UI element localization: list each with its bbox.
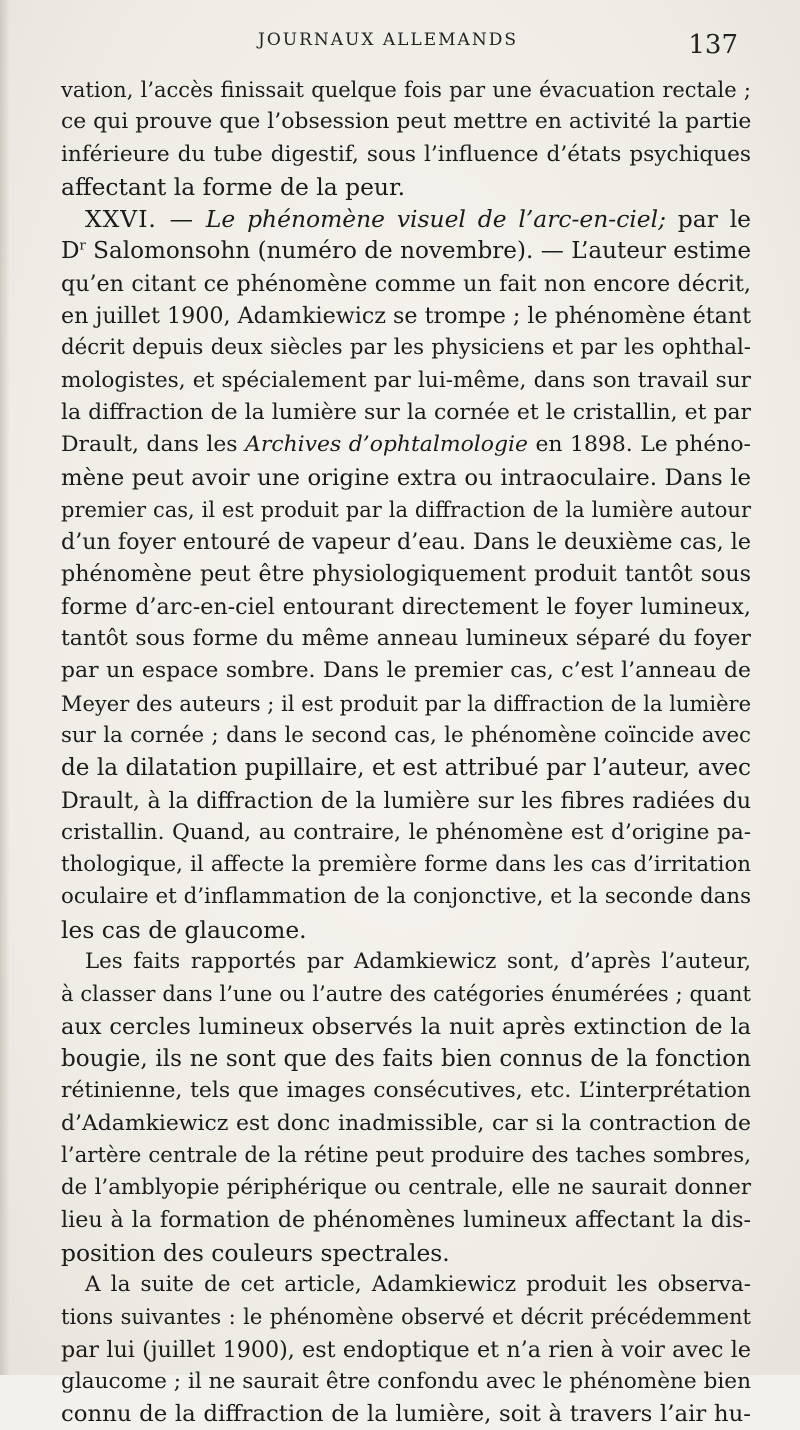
text-line: rétinienne, tels que images consécutives, etc. L’interprétation bbox=[61, 1078, 751, 1104]
text-line: par lui (juillet 1900), est endoptique et n’a rien à voir avec le bbox=[61, 1336, 751, 1363]
text-line: de l’amblyopie périphérique ou centrale, elle ne saurait donner bbox=[61, 1175, 751, 1201]
text-line: mologistes, et spécialement par lui-même, dans son travail sur bbox=[61, 367, 751, 393]
text-line: premier cas, il est produit par la diffraction de la lumière autour bbox=[61, 497, 751, 522]
section-number: XXVI. — bbox=[85, 205, 195, 234]
text-line: inférieure du tube digestif, sous l’influence d’états psychiques bbox=[61, 141, 751, 167]
text-fragment: en 1898. Le phéno- bbox=[535, 432, 751, 458]
text-fragment: Drault, dans les bbox=[61, 432, 238, 458]
text-line: bougie, ils ne sont que des faits bien connus de la fonction bbox=[61, 1045, 751, 1072]
text-line: lieu à la formation de phénomènes lumineux affectant la dis- bbox=[61, 1207, 751, 1234]
text-line: aux cercles lumineux observés la nuit après extinction de la bbox=[61, 1013, 751, 1040]
text-line: tantôt sous forme du même anneau lumineux séparé du foyer bbox=[61, 626, 751, 652]
text-line: de la dilatation pupillaire, et est attribué par l’auteur, avec bbox=[61, 755, 751, 782]
text-line: à classer dans l’une ou l’autre des catégories énumérées ; quant bbox=[61, 982, 751, 1007]
text-line: par un espace sombre. Dans le premier cas, c’est l’anneau de bbox=[61, 658, 751, 684]
text-line bbox=[61, 235, 751, 267]
running-header-title: JOURNAUX ALLEMANDS bbox=[258, 30, 518, 50]
text-line: d’Adamkiewicz est donc inadmissible, car si la contraction de bbox=[61, 1110, 751, 1136]
text-line: oculaire et d’inflammation de la conjonctive, et la seconde dans bbox=[61, 884, 751, 910]
body-text bbox=[61, 74, 751, 1430]
text-line: les cas de glaucome. bbox=[61, 915, 307, 944]
text-line: phénomène peut être physiologiquement produit tantôt sous bbox=[61, 561, 751, 588]
text-fragment: par le bbox=[677, 205, 752, 234]
journal-title: Archives d’ophtalmologie bbox=[245, 432, 528, 458]
author-title-sup: r bbox=[79, 238, 86, 254]
text-line: affectant la forme de la peur. bbox=[61, 172, 406, 201]
text-line: vation, l’accès finissait quelque fois par une évacuation rectale ; bbox=[61, 78, 751, 102]
text-fragment: Salomonsohn (numéro de novembre). — L’auteur estime bbox=[93, 238, 752, 265]
text-line: qu’en citant ce phénomène comme un fait non encore décrit, bbox=[61, 270, 751, 297]
text-line: tions suivantes : le phénomène observé et décrit précédemment bbox=[61, 1305, 751, 1330]
author-title-abbrev: D bbox=[61, 238, 80, 265]
text-line: glaucome ; il ne saurait être confondu avec le phénomène bien bbox=[61, 1368, 751, 1394]
text-line: cristallin. Quand, au contraire, le phénomène est d’origine pa- bbox=[61, 819, 751, 845]
text-line: la diffraction de la lumière sur la cornée et le cristallin, et par bbox=[61, 399, 751, 425]
text-line: mène peut avoir une origine extra ou intraoculaire. Dans le bbox=[61, 464, 751, 491]
text-line: forme d’arc-en-ciel entourant directement le foyer lumineux, bbox=[61, 593, 751, 620]
page-number: 137 bbox=[688, 30, 738, 60]
text-line: A la suite de cet article, Adamkiewicz produit les observa- bbox=[85, 1271, 751, 1297]
page-gutter-shadow bbox=[0, 0, 10, 1375]
text-line bbox=[61, 429, 751, 461]
text-line: décrit depuis deux siècles par les physiciens et par les ophthal- bbox=[61, 335, 751, 361]
text-line: position des couleurs spectrales. bbox=[61, 1238, 450, 1267]
text-line: sur la cornée ; dans le second cas, le phénomène coïncide avec bbox=[61, 722, 751, 748]
text-line: Meyer des auteurs ; il est produit par la diffraction de la lumière bbox=[61, 691, 751, 716]
text-line: ce qui prouve que l’obsession peut mettre en activité la partie bbox=[61, 109, 752, 135]
text-line: Drault, à la diffraction de la lumière sur les fibres radiées du bbox=[61, 787, 751, 814]
article-title: Le phénomène visuel de l’arc-en-ciel; bbox=[205, 205, 666, 234]
text-line: connu de la diffraction de la lumière, soit à travers l’air hu- bbox=[61, 1401, 751, 1428]
section-heading-line bbox=[61, 203, 751, 235]
text-line: d’un foyer entouré de vapeur d’eau. Dans le deuxième cas, le bbox=[61, 529, 751, 556]
text-line: l’artère centrale de la rétine peut produire des taches sombres, bbox=[61, 1142, 751, 1168]
text-line: en juillet 1900, Adamkiewicz se trompe ; le phénomène étant bbox=[61, 303, 752, 330]
text-line: thologique, il affecte la première forme dans les cas d’irritation bbox=[61, 852, 751, 878]
text-line: Les faits rapportés par Adamkiewicz sont, d’après l’auteur, bbox=[85, 949, 751, 975]
